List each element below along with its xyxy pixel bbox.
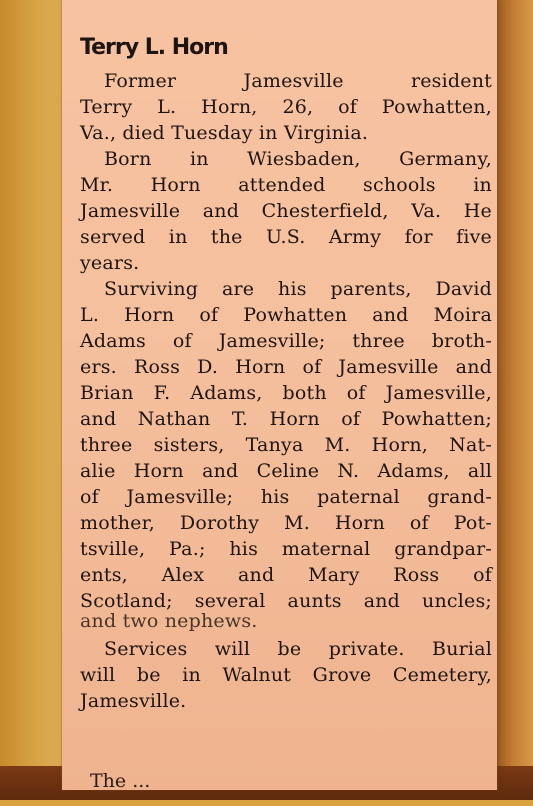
text-line: Terry L. Horn, 26, of Powhatten, (80, 96, 492, 118)
text-line: Adams of Jamesville; three broth- (80, 330, 492, 352)
text-line: Services will be private. Burial (104, 638, 492, 660)
faded-text-line (80, 610, 492, 632)
text-line: Va., died Tuesday in Virginia. (80, 122, 369, 144)
text-line: Jamesville. (80, 690, 187, 712)
background-left (0, 0, 70, 800)
text-line: Brian F. Adams, both of Jamesville, (80, 382, 492, 404)
text-line: Surviving are his parents, David (104, 278, 492, 300)
newspaper-clipping (62, 0, 497, 790)
text-line: served in the U.S. Army for five (80, 226, 492, 248)
cutoff-text-line (90, 770, 370, 792)
paragraph-death-notice (80, 68, 492, 146)
paragraph-biography (80, 146, 492, 276)
text-line: and Nathan T. Horn of Powhatten; (80, 408, 492, 430)
background-right (495, 0, 533, 800)
text-line: Mr. Horn attended schools in (80, 174, 492, 196)
text-line: mother, Dorothy M. Horn of Pot- (80, 512, 492, 534)
obituary-headline: Terry L. Horn (80, 35, 228, 60)
paragraph-survivors (80, 276, 492, 632)
text-line: will be in Walnut Grove Cemetery, (80, 664, 492, 686)
paragraph-services (80, 636, 492, 714)
text-line: ers. Ross D. Horn of Jamesville and (80, 356, 492, 378)
text-line: Jamesville and Chesterfield, Va. He (80, 200, 492, 222)
text-line: Scotland; several aunts and uncles; (80, 590, 492, 612)
text-line: Former Jamesville resident (104, 70, 492, 92)
text-line: ents, Alex and Mary Ross of (80, 564, 492, 586)
text-line: alie Horn and Celine N. Adams, all (80, 460, 492, 482)
text-line: L. Horn of Powhatten and Moira (80, 304, 492, 326)
obituary-column (80, 34, 492, 714)
text-line: tsville, Pa.; his maternal grandpar- (80, 538, 492, 560)
faded-text: and two nephews. (80, 610, 258, 632)
text-line: years. (80, 252, 140, 274)
text-line: of Jamesville; his paternal grand- (80, 486, 492, 508)
cutoff-text: The ... (90, 770, 151, 792)
text-line: Born in Wiesbaden, Germany, (104, 148, 492, 170)
text-line: three sisters, Tanya M. Horn, Nat- (80, 434, 492, 456)
